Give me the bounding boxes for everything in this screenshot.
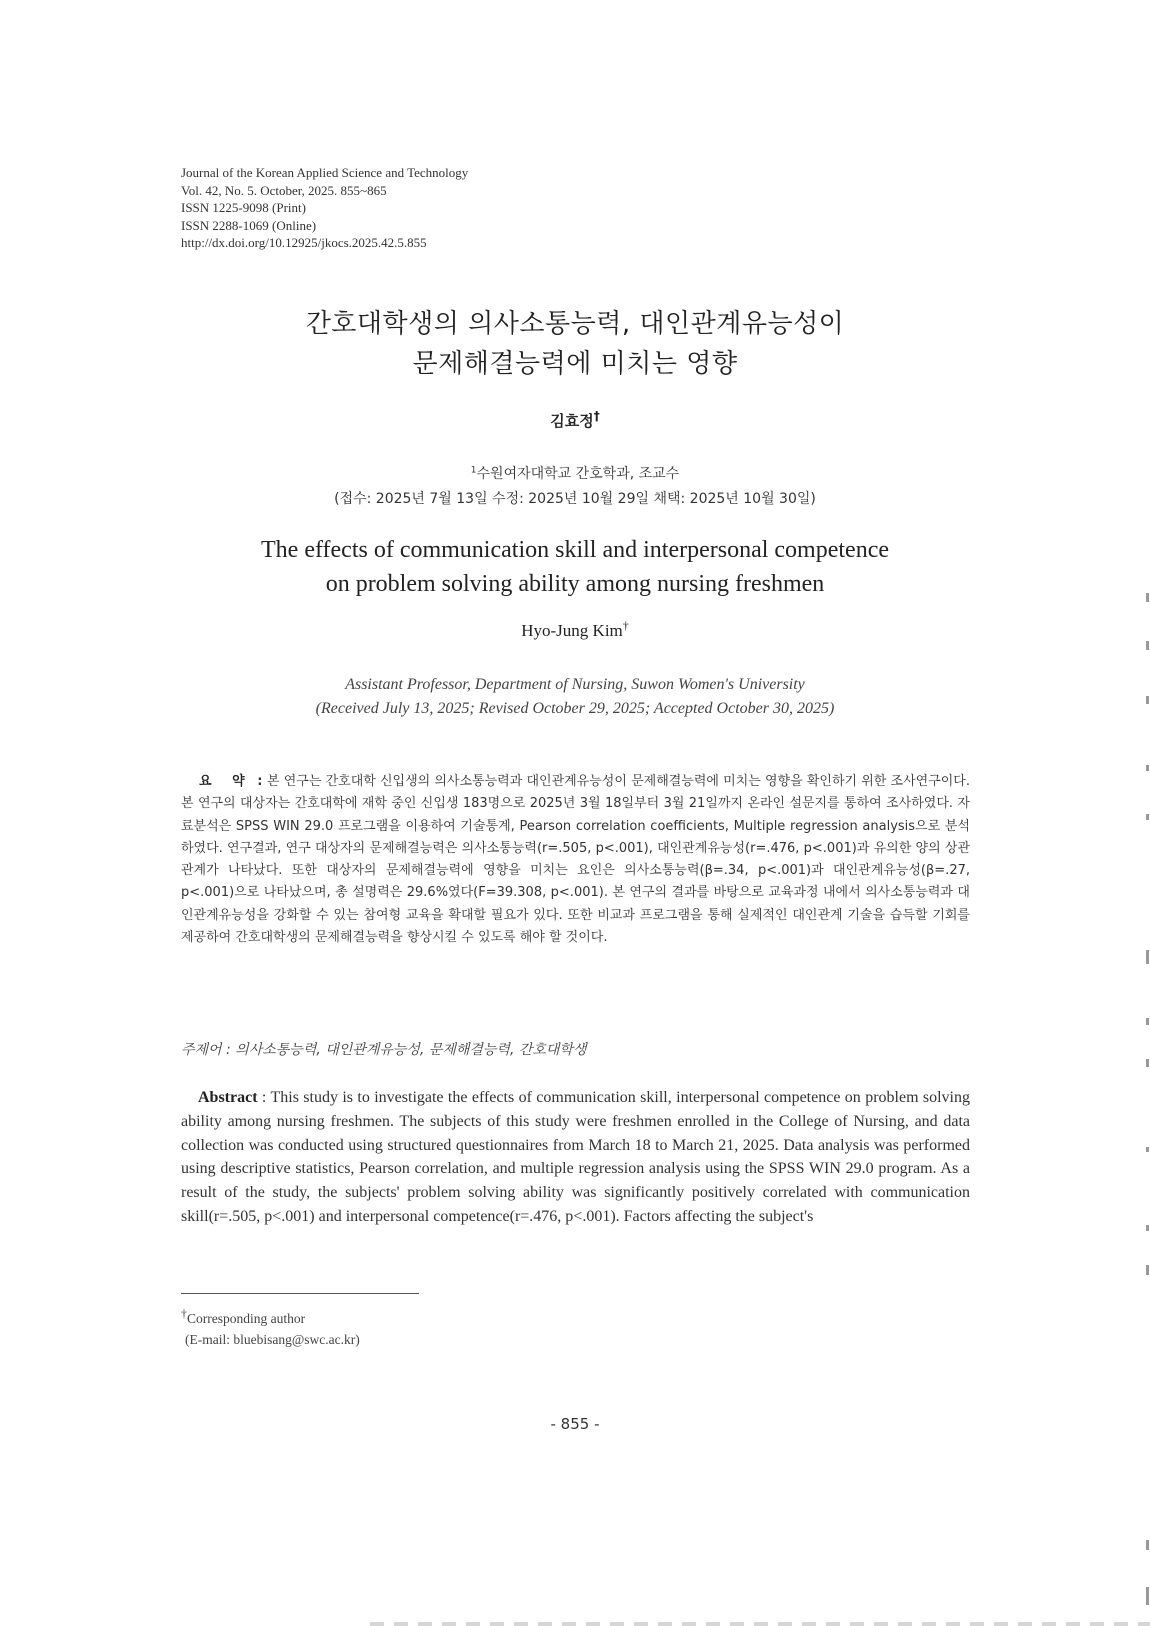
journal-name: Journal of the Korean Applied Science and Technology xyxy=(181,165,469,180)
dagger-icon: † xyxy=(593,409,600,423)
footnote-email[interactable]: (E-mail: bluebisang@swc.ac.kr) xyxy=(185,1332,360,1347)
english-abstract xyxy=(181,1086,970,1229)
korean-title-line-1: 간호대학생의 의사소통능력, 대인관계유능성이 xyxy=(305,309,845,339)
edge-mark xyxy=(1146,950,1149,964)
edge-mark xyxy=(1146,1059,1149,1067)
footnote-divider xyxy=(181,1293,419,1294)
korean-keywords xyxy=(181,1039,970,1059)
edge-mark xyxy=(1146,1147,1149,1152)
next-page-bleed xyxy=(370,1622,1150,1626)
keywords-text: 의사소통능력, 대인관계유능성, 문제해결능력, 간호대학생 xyxy=(235,1042,587,1058)
english-abstract-label: Abstract xyxy=(198,1089,258,1106)
english-title-line-1: The effects of communication skill and interpersonal competence xyxy=(261,537,889,563)
korean-title xyxy=(0,304,1150,384)
dagger-icon: † xyxy=(181,1306,187,1321)
korean-abstract-label: 요 약 xyxy=(199,774,253,789)
english-affiliation: Assistant Professor, Department of Nursing, Suwon Women's University xyxy=(345,676,805,693)
edge-mark xyxy=(1146,1018,1149,1025)
edge-mark xyxy=(1146,1540,1149,1550)
korean-author xyxy=(0,410,1150,431)
scan-edge-artifacts xyxy=(1144,0,1150,1626)
edge-mark xyxy=(1146,814,1149,820)
edge-mark xyxy=(1146,765,1149,771)
english-affiliation-block xyxy=(0,673,1150,721)
korean-abstract xyxy=(181,771,970,949)
affiliation-marker: 1 xyxy=(470,465,477,476)
korean-affiliation-block xyxy=(0,462,1150,512)
english-dates: (Received July 13, 2025; Revised October 29, 2025; Accepted October 30, 2025) xyxy=(315,700,835,717)
english-abstract-text: This study is to investigate the effects of communication skill, interpersonal competence on problem solving ability among nursing freshmen. The subjects of this study were freshmen enrolled in the College of Nursing, and data collection was conducted using structured questionnaires from March 18 to March 21, 2025. Data analysis was performed using descriptive statistics, Pearson correlation, and multiple regression analysis using the SPSS WIN 29.0 program. As a result of the study, the subjects' problem solving ability was significantly positively correlated with communication skill(r=.505, p<.001) and interpersonal competence(r=.476, p<.001). Factors affecting the subject's xyxy=(181,1089,971,1225)
korean-title-line-2: 문제해결능력에 미치는 영향 xyxy=(412,349,738,379)
issn-online: ISSN 2288-1069 (Online) xyxy=(181,217,317,233)
english-title xyxy=(0,533,1150,601)
english-title-line-2: on problem solving ability among nursing freshmen xyxy=(325,571,825,597)
korean-dates: (접수: 2025년 7월 13일 수정: 2025년 10월 29일 채택: 2025년 10월 30일) xyxy=(334,491,816,507)
korean-affiliation: 수원여자대학교 간호학과, 조교수 xyxy=(476,466,680,482)
footnote xyxy=(181,1308,360,1350)
keywords-separator: : xyxy=(221,1042,236,1058)
english-abstract-separator: : xyxy=(257,1089,271,1106)
korean-abstract-separator: : xyxy=(252,774,268,789)
page-number: - 855 - xyxy=(550,1415,600,1433)
english-author xyxy=(0,618,1150,641)
korean-author-name: 김효정 xyxy=(550,412,594,430)
edge-mark xyxy=(1146,1587,1149,1605)
edge-mark xyxy=(1146,696,1149,704)
volume-line: Vol. 42, No. 5. October, 2025. 855~865 xyxy=(181,182,387,198)
footnote-label: Corresponding author xyxy=(187,1311,306,1326)
issn-print: ISSN 1225-9098 (Print) xyxy=(181,200,306,215)
edge-mark xyxy=(1146,1225,1149,1231)
dagger-icon: † xyxy=(622,618,629,633)
korean-abstract-text: 본 연구는 간호대학 신입생의 의사소통능력과 대인관계유능성이 문제해결능력에 미치는 영향을 확인하기 위한 조사연구이다. 본 연구의 대상자는 간호대학에 재학 중인 신입생 183명으로 2025년 3월 18일부터 3월 21일까지 온라인 설문지를 통하여 조사하였다. 자료분석은 SPSS WIN 29.0 프로그램을 이용하여 기술통계, Pearson correlation coefficients, Multiple regression analysis으로 분석하였다. 연구결과, 연구 대상자의 문제해결능력은 의사소통능력(r=.505, p<.001), 대인관계유능성(r=.476, p<.001)과 유의한 양의 상관관계가 나타났다. 또한 대상자의 문제해결능력에 영향을 미치는 요인은 의사소통능력(β=.34, p<.001)과 대인관계유능성(β=.27, p<.001)으로 나타났으며, 총 설명력은 29.6%였다(F=39.308, p<.001). 본 연구의 결과를 바탕으로 교육과정 내에서 의사소통능력과 대인관계유능성을 강화할 수 있는 참여형 교육을 확대할 필요가 있다. 또한 비교과 프로그램을 통해 실제적인 대인관계 기술을 습득할 기회를 제공하여 간호대학생의 문제해결능력을 향상시킬 수 있도록 해야 할 것이다. xyxy=(181,774,970,946)
edge-mark xyxy=(1146,641,1149,650)
edge-mark xyxy=(1146,593,1149,602)
edge-mark xyxy=(1146,1265,1149,1275)
keywords-label: 주제어 xyxy=(181,1042,222,1058)
journal-header xyxy=(181,164,468,252)
doi-link[interactable]: http://dx.doi.org/10.12925/jkocs.2025.42.5.855 xyxy=(181,235,427,250)
english-author-name: Hyo-Jung Kim xyxy=(521,621,623,640)
